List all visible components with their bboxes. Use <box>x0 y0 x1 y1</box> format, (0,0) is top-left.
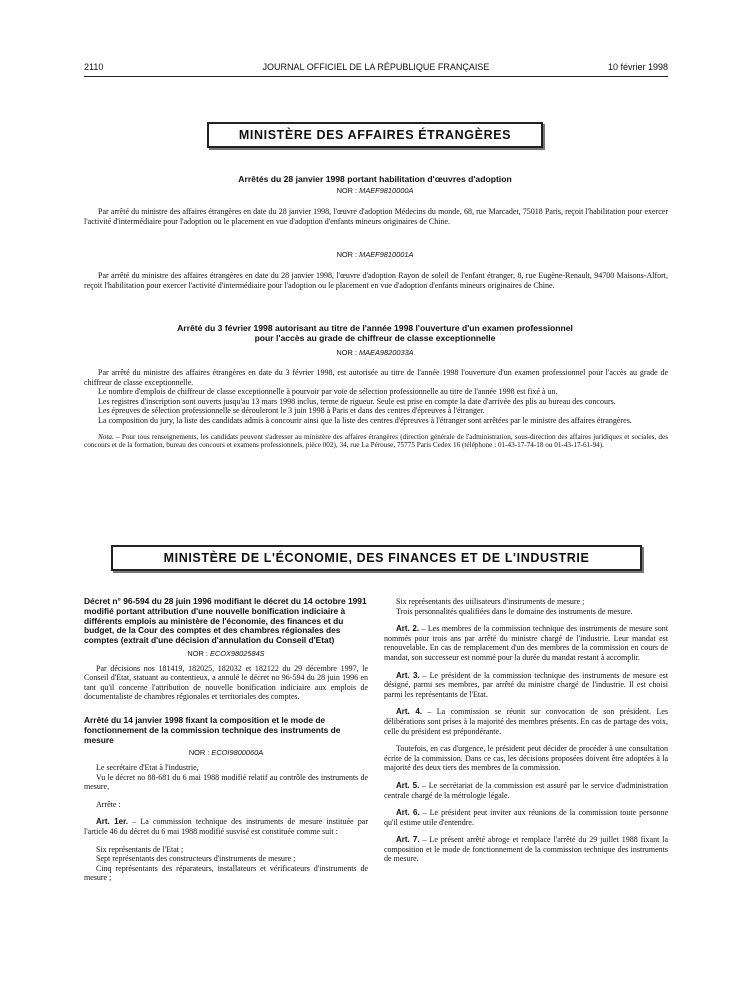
article-7 <box>384 835 668 864</box>
paragraph: Le secrétaire d'Etat à l'industrie, <box>96 762 199 772</box>
list-item: Six représentants des utilisateurs d'instruments de mesure ; <box>396 597 585 606</box>
paragraph: La composition du jury, la liste des candidats admis à concourir ainsi que la liste des centres d'épreuves à l'étranger sont arrêtées par le ministre des affaires étrangères. <box>98 415 632 425</box>
nor-reference <box>84 748 368 758</box>
list-item: Six représentants de l'Etat ; <box>96 844 184 854</box>
nor-label: NOR : <box>336 348 357 357</box>
article-text: – La commission se réunit sur convocation de son président. Les délibérations sont prises à la majorité des membres présents. En cas de partage des voix, celle du président est prépondérante. <box>384 707 669 736</box>
paragraph: Les épreuves de sélection professionnelle se dérouleront le 3 juin 1998 à Paris et dans des centres d'épreuves à l'étranger. <box>98 406 485 416</box>
page-number: 2110 <box>84 62 104 72</box>
title-line: pour l'accès au grade de chiffreur de classe exceptionnelle <box>254 333 496 343</box>
note-label: Nota. <box>98 432 114 441</box>
ministry-name: MINISTÈRE DE L'ÉCONOMIE, DES FINANCES ET DE L'INDUSTRIE <box>163 551 590 565</box>
decree-title-adoption: Arrêtés du 28 janvier 1998 portant habilitation d'œuvres d'adoption <box>238 174 512 184</box>
ministry-heading-foreign-affairs <box>207 122 543 148</box>
article-label: Art. 3. <box>396 670 420 680</box>
article-text: – La commission technique des instruments de mesure instituée par l'article 46 du décret du 6 mai 1988 modifié susvisé est constituée comme suit : <box>84 817 369 836</box>
article-text: – Le présent arrêté abroge et remplace l'arrêté du 29 juillet 1988 fixant la composition et le mode de fonctionnement de la commission technique des instruments de mesure. <box>384 835 669 864</box>
publication-date: 10 février 1998 <box>607 62 668 72</box>
article-1 <box>84 817 368 836</box>
article-label: Art. 1er. <box>96 817 128 827</box>
paragraph: Les registres d'inscription sont ouverts jusqu'au 13 mars 1998 inclus, terme de rigueur. Seule est prise en compte la date d'arrivée des plis au bureau des concours. <box>98 396 616 406</box>
nor-code: MAEF9810001A <box>359 250 414 259</box>
list-item: Trois personnalités qualifiées dans le domaine des instruments de mesure. <box>396 606 633 616</box>
ministry-heading-economy <box>111 545 642 571</box>
nor-label: NOR : <box>187 648 208 658</box>
article-text: – Les membres de la commission technique des instruments de mesure sont nommés pour trois ans par arrêté du ministre chargé de l'industrie. Leur mandat est renouvelable. En cas de remplacement d'un des membres de la commission en cours de mandat, son successeur est nommé pour la durée du mandat restant à accomplir. <box>384 624 669 662</box>
article-label: Art. 4. <box>396 707 423 717</box>
nor-label: NOR : <box>336 186 358 195</box>
nor-reference <box>200 186 550 195</box>
article-4 <box>384 707 668 736</box>
article-label: Art. 5. <box>396 780 420 790</box>
list-item: Sept représentants des constructeurs d'instruments de mesure ; <box>96 854 296 864</box>
nor-code: ECOI9800060A <box>211 748 264 758</box>
nor-label: NOR : <box>336 250 358 259</box>
right-column <box>384 597 668 864</box>
nor-code: ECOX9802584S <box>209 648 265 658</box>
left-column <box>84 597 368 883</box>
nor-code: MAEF9810000A <box>359 186 414 195</box>
note-text: – Pour tous renseignements, les candidats peuvent s'adresser au ministère des affaires étrangères (direction générale de l'administration, sous-direction des affaires juridiques et sociales, des concours et de la formation, bureau des concours et examens professionnels, pièce 002), 34, rue La Pérouse, 75775 Paris Cedex 16 (téléphone : 01-43-17-74-18 ou 01-43-17-61-94). <box>84 432 668 449</box>
paragraph: Par arrêté du ministre des affaires étrangères en date du 28 janvier 1998, l'œuvre d'adoption Rayon de soleil de l'enfant étranger, 8, rue Eugène-Renault, 94700 Maisons-Alfort, reçoit l'habilitation pour exercer l'activité d'intermédiaire pour l'adoption ou le placement en vue d'adoption d'enfants mineurs originaires de Chine. <box>84 271 668 290</box>
list-item: Cinq représentants des réparateurs, installateurs et vérificateurs d'instruments de mesure ; <box>84 863 368 883</box>
header-rule <box>84 76 668 77</box>
paragraph: Par arrêté du ministre des affaires étrangères en date du 3 février 1998, est autorisée au titre de l'année 1998 l'ouverture d'un examen professionnel pour l'accès au grade de chiffreur de classe exceptionnelle. <box>84 368 668 387</box>
decree-body <box>84 368 668 449</box>
article-5 <box>384 781 668 800</box>
nor-reference <box>200 348 550 357</box>
page-header <box>84 62 668 76</box>
decree-title-commission: Arrêté du 14 janvier 1998 fixant la composition et le mode de fonctionnement de la commission technique des instruments de mesure <box>84 714 341 745</box>
decree-title-bonification: Décret n° 96-594 du 28 juin 1996 modifiant le décret du 14 octobre 1991 modifié portant attribution d'une nouvelle bonification indiciaire à différents emplois au ministère de l'économie, des finances et du budget, de la Cour des comptes et des chambres régionales des comptes (extrait d'une décision d'annulation du Conseil d'Etat) <box>84 596 367 646</box>
paragraph: Vu le décret no 88-681 du 6 mai 1988 modifié relatif au contrôle des instruments de mesure, <box>84 772 368 792</box>
article-text: – Le président peut inviter aux réunions de la commission toute personne qu'il estime utile d'entendre. <box>384 808 669 827</box>
article-label: Art. 7. <box>396 835 420 845</box>
nor-code: MAEA9820033A <box>358 348 414 357</box>
article-text: – Le secrétariat de la commission est assuré par le service d'administration centrale chargé de la métrologie légale. <box>384 780 669 800</box>
article-label: Art. 2. <box>396 624 420 634</box>
decree-body <box>84 271 668 290</box>
arrete-word: Arrête : <box>96 799 121 809</box>
decree-body <box>84 207 668 226</box>
article-3 <box>384 671 668 700</box>
nor-label: NOR : <box>188 748 210 758</box>
paragraph: Par décisions nos 181419, 182025, 182032 et 182122 du 29 décembre 1997, le Conseil d'Etat, statuant au contentieux, a annulé le décret no 96-594 du 28 juin 1996 en tant qu'il concerne l'attribution de nouvelle bonification indiciaire aux emplois de documentaliste de chambres régionales et territoriales des comptes. <box>84 663 368 702</box>
title-line: Arrêté du 3 février 1998 autorisant au titre de l'année 1998 l'ouverture d'un examen professionnel <box>177 323 573 333</box>
note-paragraph <box>84 433 668 450</box>
paragraph: Toutefois, en cas d'urgence, le président peut décider de procéder à une consultation écrite de la commission. Dans ce cas, les décisions proposées doivent être adoptées à la majorité des deux tiers des membres de la commission. <box>384 744 668 773</box>
decree-title-exam <box>90 323 660 343</box>
paragraph: Le nombre d'emplois de chiffreur de classe exceptionnelle à pourvoir par voie de sélection professionnelle au titre de l'année 1998 est fixé à un. <box>98 387 558 397</box>
article-6 <box>384 808 668 827</box>
paragraph: Par arrêté du ministre des affaires étrangères en date du 28 janvier 1998, l'œuvre d'adoption Médecins du monde, 68, rue Marcadet, 75018 Paris, reçoit l'habilitation pour exercer l'activité d'intermédiaire pour l'adoption ou le placement en vue d'adoption d'enfants mineurs originaires de Chine. <box>84 207 668 226</box>
article-2 <box>384 624 668 662</box>
nor-reference <box>84 649 368 659</box>
journal-title: JOURNAL OFFICIEL DE LA RÉPUBLIQUE FRANÇAISE <box>262 62 490 72</box>
article-text: – Le président de la commission technique des instruments de mesure est désigné, parmi ses membres, par arrêté du ministre chargé de l'industrie. Il est choisi parmi les représentants de l'Etat. <box>384 670 669 699</box>
article-label: Art. 6. <box>396 808 420 818</box>
ministry-name: MINISTÈRE DES AFFAIRES ÉTRANGÈRES <box>238 128 512 142</box>
nor-reference <box>200 250 550 259</box>
